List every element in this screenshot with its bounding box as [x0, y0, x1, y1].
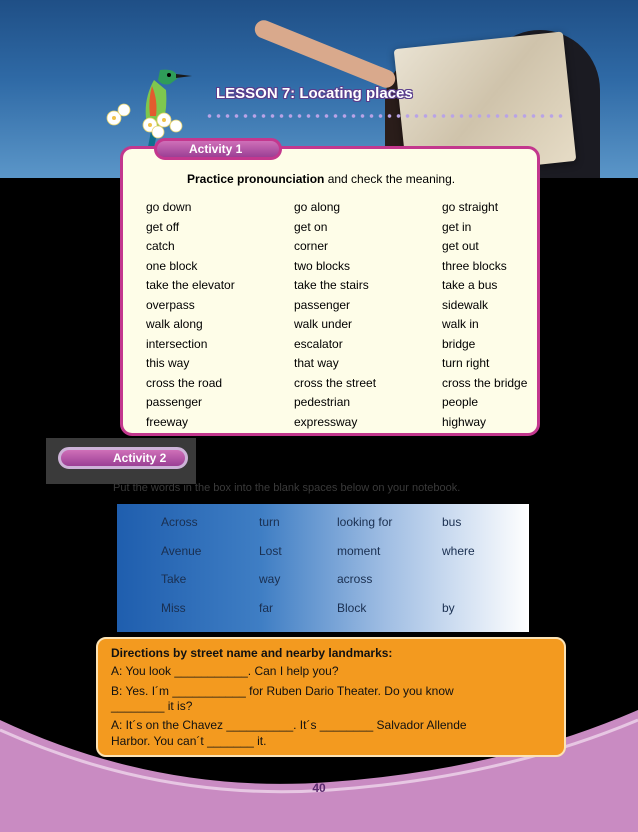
vocab-item: get in [442, 219, 472, 234]
word-box-item: looking for [337, 515, 393, 529]
vocab-item: walk in [442, 317, 479, 331]
word-box-item: way [259, 572, 281, 586]
activity1-instruction-bold: Practice pronounciation [187, 172, 325, 186]
vocab-item: expressway [294, 414, 358, 429]
activity1-instruction [187, 172, 455, 186]
word-box-item: Avenue [161, 544, 202, 558]
activity1-badge: Activity 1 [154, 138, 282, 160]
word-box-item: moment [337, 544, 381, 558]
vocab-item: passenger [294, 297, 351, 312]
vocab-item: get out [442, 239, 479, 253]
word-box-item: Block [337, 601, 367, 615]
vocab-item: take the stairs [294, 278, 369, 292]
page-number: 40 [312, 781, 326, 795]
word-box-item: turn [259, 515, 280, 529]
word-box-item: bus [442, 515, 462, 529]
vocab-item: walk under [294, 317, 353, 331]
vocab-item: cross the street [294, 375, 377, 390]
vocab-row [146, 298, 536, 318]
title-dotted-line [205, 113, 565, 119]
dialogue-line: ________ it is? [111, 699, 193, 713]
word-box-item: far [259, 601, 274, 615]
vocab-item: people [442, 395, 479, 409]
word-box-item: Lost [259, 544, 282, 558]
vocab-row [146, 337, 536, 357]
dialogue-line: A: You look ___________. Can I help you? [111, 664, 339, 678]
vocab-item: catch [146, 239, 175, 253]
vocab-item: this way [146, 356, 190, 370]
vocab-item: cross the bridge [442, 375, 528, 390]
vocab-row [146, 220, 536, 240]
word-box-item: by [442, 601, 455, 615]
vocab-row [146, 200, 536, 220]
vocab-item: walk along [146, 317, 203, 331]
vocab-item: that way [294, 356, 339, 370]
vocab-row [146, 259, 536, 279]
vocab-item: corner [294, 239, 329, 253]
word-box [117, 504, 529, 632]
vocab-item: turn right [442, 356, 490, 370]
vocab-row [146, 317, 536, 337]
vocab-item: cross the road [146, 375, 223, 390]
vocab-item: go along [294, 200, 341, 214]
vocab-row [146, 376, 536, 396]
directions-heading: Directions by street name and nearby landmarks: [111, 646, 393, 660]
activity1-instruction-rest: and check the meaning. [324, 172, 456, 186]
vocab-item: bridge [442, 336, 476, 351]
vocabulary-list [146, 200, 536, 434]
vocab-item: passenger [146, 395, 203, 409]
vocab-item: one block [146, 258, 198, 273]
vocab-item: take the elevator [146, 278, 235, 292]
vocab-item: highway [442, 414, 487, 429]
vocab-item: go down [146, 200, 192, 214]
vocab-row [146, 356, 536, 376]
vocab-item: escalator [294, 336, 343, 351]
dialogue-line: A: It´s on the Chavez __________. It´s ________ Salvador Allende [111, 718, 467, 732]
dialogue-line: Harbor. You can´t _______ it. [111, 734, 267, 748]
vocab-row [146, 278, 536, 298]
vocab-item: get on [294, 219, 328, 234]
dialogue-line: B: Yes. I´m ___________ for Ruben Dario Theater. Do you know [111, 684, 454, 698]
word-box-item: Miss [161, 601, 186, 615]
word-box-item: Across [161, 515, 198, 529]
vocab-row [146, 239, 536, 259]
vocab-item: overpass [146, 297, 195, 312]
vocab-item: two blocks [294, 258, 351, 273]
vocab-item: take a bus [442, 278, 498, 292]
vocab-item: sidewalk [442, 297, 489, 312]
pointing-arm [252, 18, 398, 91]
vocab-item: get off [146, 219, 180, 234]
lesson-title: LESSON 7: Locating places [216, 85, 413, 102]
vocab-item: freeway [146, 414, 189, 429]
vocab-item: intersection [146, 336, 208, 351]
word-box-item: Take [161, 572, 187, 586]
vocab-row [146, 395, 536, 415]
activity2-badge: Activity 2 [58, 447, 188, 469]
word-box-item: across [337, 572, 373, 586]
word-box-item: where [442, 544, 475, 558]
vocab-item: go straight [442, 200, 499, 214]
activity2-instruction: Put the words in the box into the blank spaces below on your notebook. [113, 482, 461, 494]
vocab-item: three blocks [442, 258, 507, 273]
vocab-item: pedestrian [294, 395, 351, 409]
vocab-row [146, 415, 536, 435]
